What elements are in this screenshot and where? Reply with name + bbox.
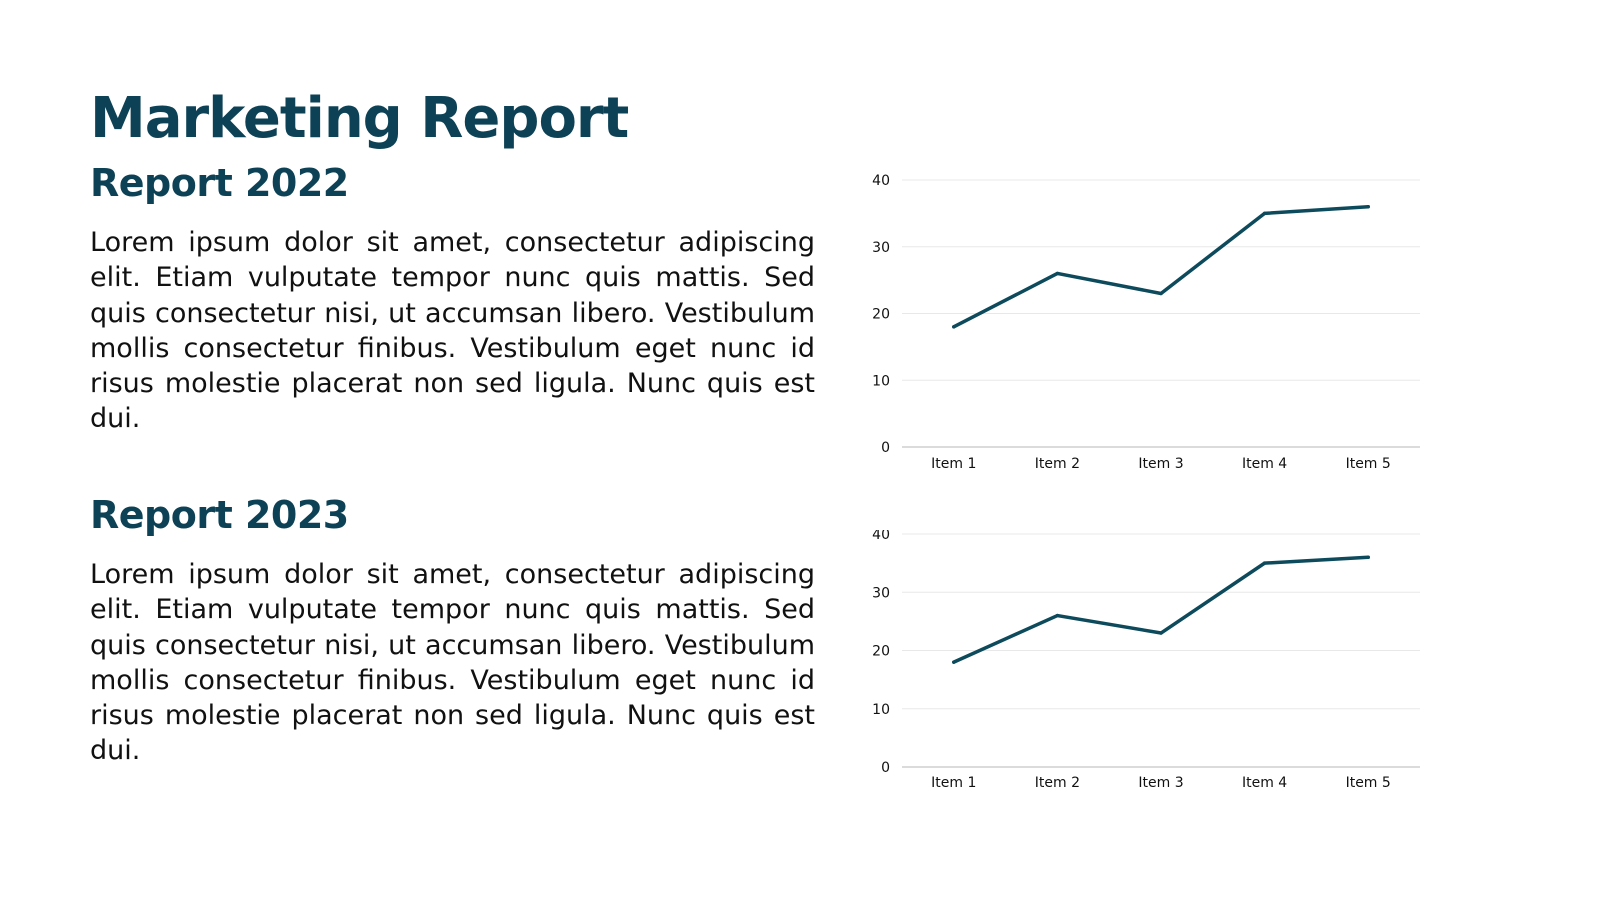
section-heading-2023: Report 2023 xyxy=(90,493,349,537)
series-line xyxy=(954,207,1368,327)
x-tick-label: Item 4 xyxy=(1241,775,1288,791)
data-point xyxy=(952,660,955,663)
y-tick-label: 0 xyxy=(881,440,890,456)
y-tick-label: 20 xyxy=(872,643,890,660)
x-tick-label: Item 5 xyxy=(1345,775,1391,791)
x-tick-label: Item 3 xyxy=(1138,775,1184,791)
data-point xyxy=(1367,556,1370,559)
data-point xyxy=(1367,205,1370,208)
data-point xyxy=(1159,292,1162,295)
section-heading-2022: Report 2022 xyxy=(90,161,349,205)
section-body-2023: Lorem ipsum dolor sit amet, consectetur adipiscing elit. Etiam vulputate tempor nunc quis mattis. Sed quis consectetur nisi, ut accumsan libero. Vestibulum mollis consectetur finibus. Vestibulum eget nunc id risus molestie placerat non sed ligula. Nunc quis est dui. xyxy=(90,559,815,767)
x-tick-label: Item 3 xyxy=(1138,456,1184,472)
line-chart-2023 xyxy=(860,530,1480,830)
data-point xyxy=(1263,212,1266,215)
x-tick-label: Item 4 xyxy=(1241,456,1288,472)
data-point xyxy=(1263,561,1266,564)
x-tick-label: Item 1 xyxy=(931,775,977,791)
data-point xyxy=(952,325,955,328)
series-line xyxy=(954,557,1368,662)
y-tick-label: 10 xyxy=(872,701,890,718)
y-tick-label: 20 xyxy=(872,306,890,323)
x-tick-label: Item 2 xyxy=(1034,775,1081,791)
page-title: Marketing Report xyxy=(90,86,629,151)
y-tick-label: 40 xyxy=(872,530,890,543)
y-tick-label: 30 xyxy=(872,585,890,602)
x-tick-label: Item 5 xyxy=(1345,456,1391,472)
data-point xyxy=(1056,272,1059,275)
y-tick-label: 30 xyxy=(872,239,890,256)
line-chart-2022 xyxy=(860,160,1480,490)
x-tick-label: Item 2 xyxy=(1034,456,1081,472)
y-tick-label: 40 xyxy=(872,173,890,189)
section-body-2022: Lorem ipsum dolor sit amet, consectetur adipiscing elit. Etiam vulputate tempor nunc quis mattis. Sed quis consectetur nisi, ut accumsan libero. Vestibulum mollis consectetur finibus. Vestibulum eget nunc id risus molestie placerat non sed ligula. Nunc quis est dui. xyxy=(90,227,815,435)
data-point xyxy=(1056,614,1059,617)
y-tick-label: 10 xyxy=(872,373,890,390)
data-point xyxy=(1159,631,1162,634)
x-tick-label: Item 1 xyxy=(931,456,977,472)
y-tick-label: 0 xyxy=(881,760,890,776)
